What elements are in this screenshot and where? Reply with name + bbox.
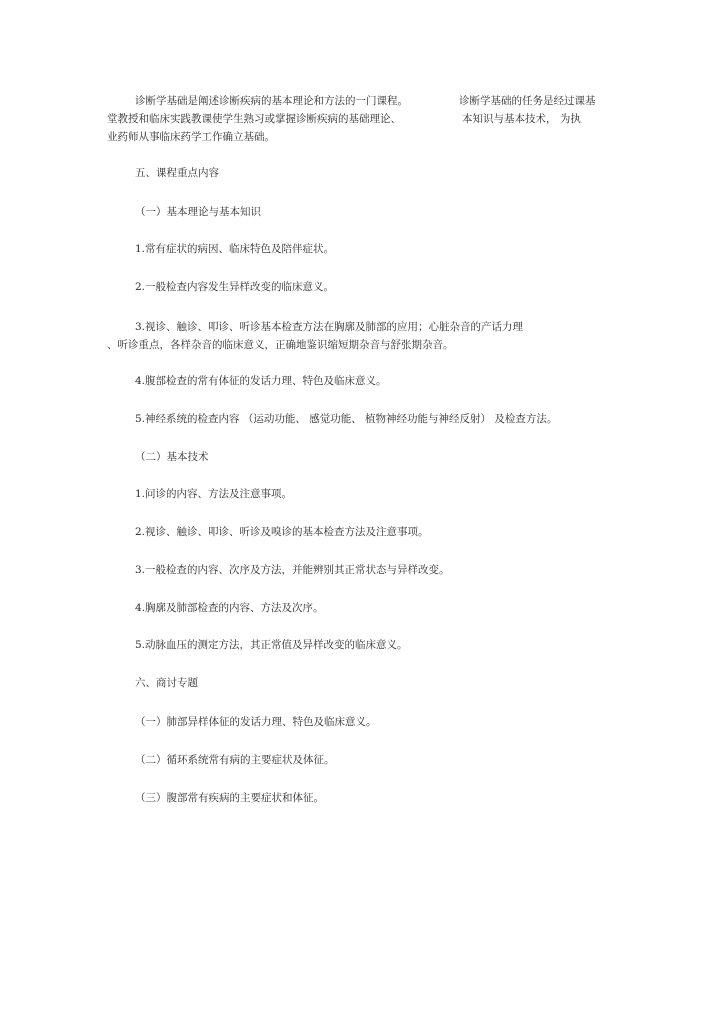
sub1-item-1: 1.常有症状的病因、临床特色及陪伴症状。 xyxy=(135,243,335,255)
sub2-item-2: 2.视诊、触诊、叩诊、听诊及嗅诊的基本检查方法及注意事项。 xyxy=(135,526,429,538)
intro-right-line-2: 本知识与基本技术， 为执 xyxy=(462,113,581,125)
intro-right-line-1: 诊断学基础的任务是经过课基 xyxy=(459,95,596,107)
sub2-item-3: 3.一般检查的内容、次序及方法，并能辨别其正常状态与异样改变。 xyxy=(135,564,450,576)
section6-item-1: （一）肺部异样体征的发话力理、特色及临床意义。 xyxy=(135,716,377,728)
sub1-item-5: 5.神经系统的检查内容 （运动功能、 感觉功能、 植物神经功能与神经反射） 及检查方法。 xyxy=(135,413,558,425)
section6-item-2: （二）循环系统常有病的主要症状及体征。 xyxy=(135,754,335,766)
sub2-item-4: 4.胸廓及肺部检查的内容、方法及次序。 xyxy=(135,602,324,614)
sub1-item-4: 4.腹部检查的常有体征的发话力理、特色及临床意义。 xyxy=(135,375,387,387)
section5-heading: 五、课程重点内容 xyxy=(135,167,219,179)
intro-line-2: 堂教授和临床实践教课使学生熟习或掌握诊断疾病的基础理论、 xyxy=(107,113,401,125)
sub2-item-5: 5.动脉血压的测定方法，其正常值及异样改变的临床意义。 xyxy=(135,639,408,651)
sub1-item-2: 2.一般检查内容发生异样改变的临床意义。 xyxy=(135,281,335,293)
sub1-heading: （一）基本理论与基本知识 xyxy=(135,206,261,218)
intro-line-1: 诊断学基础是阐述诊断疾病的基本理论和方法的一门课程。 xyxy=(135,95,408,107)
sub1-item-3-cont: 、听诊重点，各样杂音的临床意义，正确地鉴识缩短期杂音与舒张期杂音。 xyxy=(107,339,454,351)
sub2-item-1: 1.问诊的内容、方法及注意事项。 xyxy=(135,488,293,500)
sub1-item-3: 3.视诊、触诊、叩诊、听诊基本检查方法在胸廓及肺部的应用；心脏杂音的产话力理 xyxy=(135,321,524,333)
sub2-heading: （二）基本技术 xyxy=(135,451,209,463)
section6-item-3: （三）腹部常有疾病的主要症状和体征。 xyxy=(135,792,324,804)
intro-line-3: 业药师从事临床药学工作确立基础。 xyxy=(107,131,275,143)
section6-heading: 六、商讨专题 xyxy=(135,677,198,689)
